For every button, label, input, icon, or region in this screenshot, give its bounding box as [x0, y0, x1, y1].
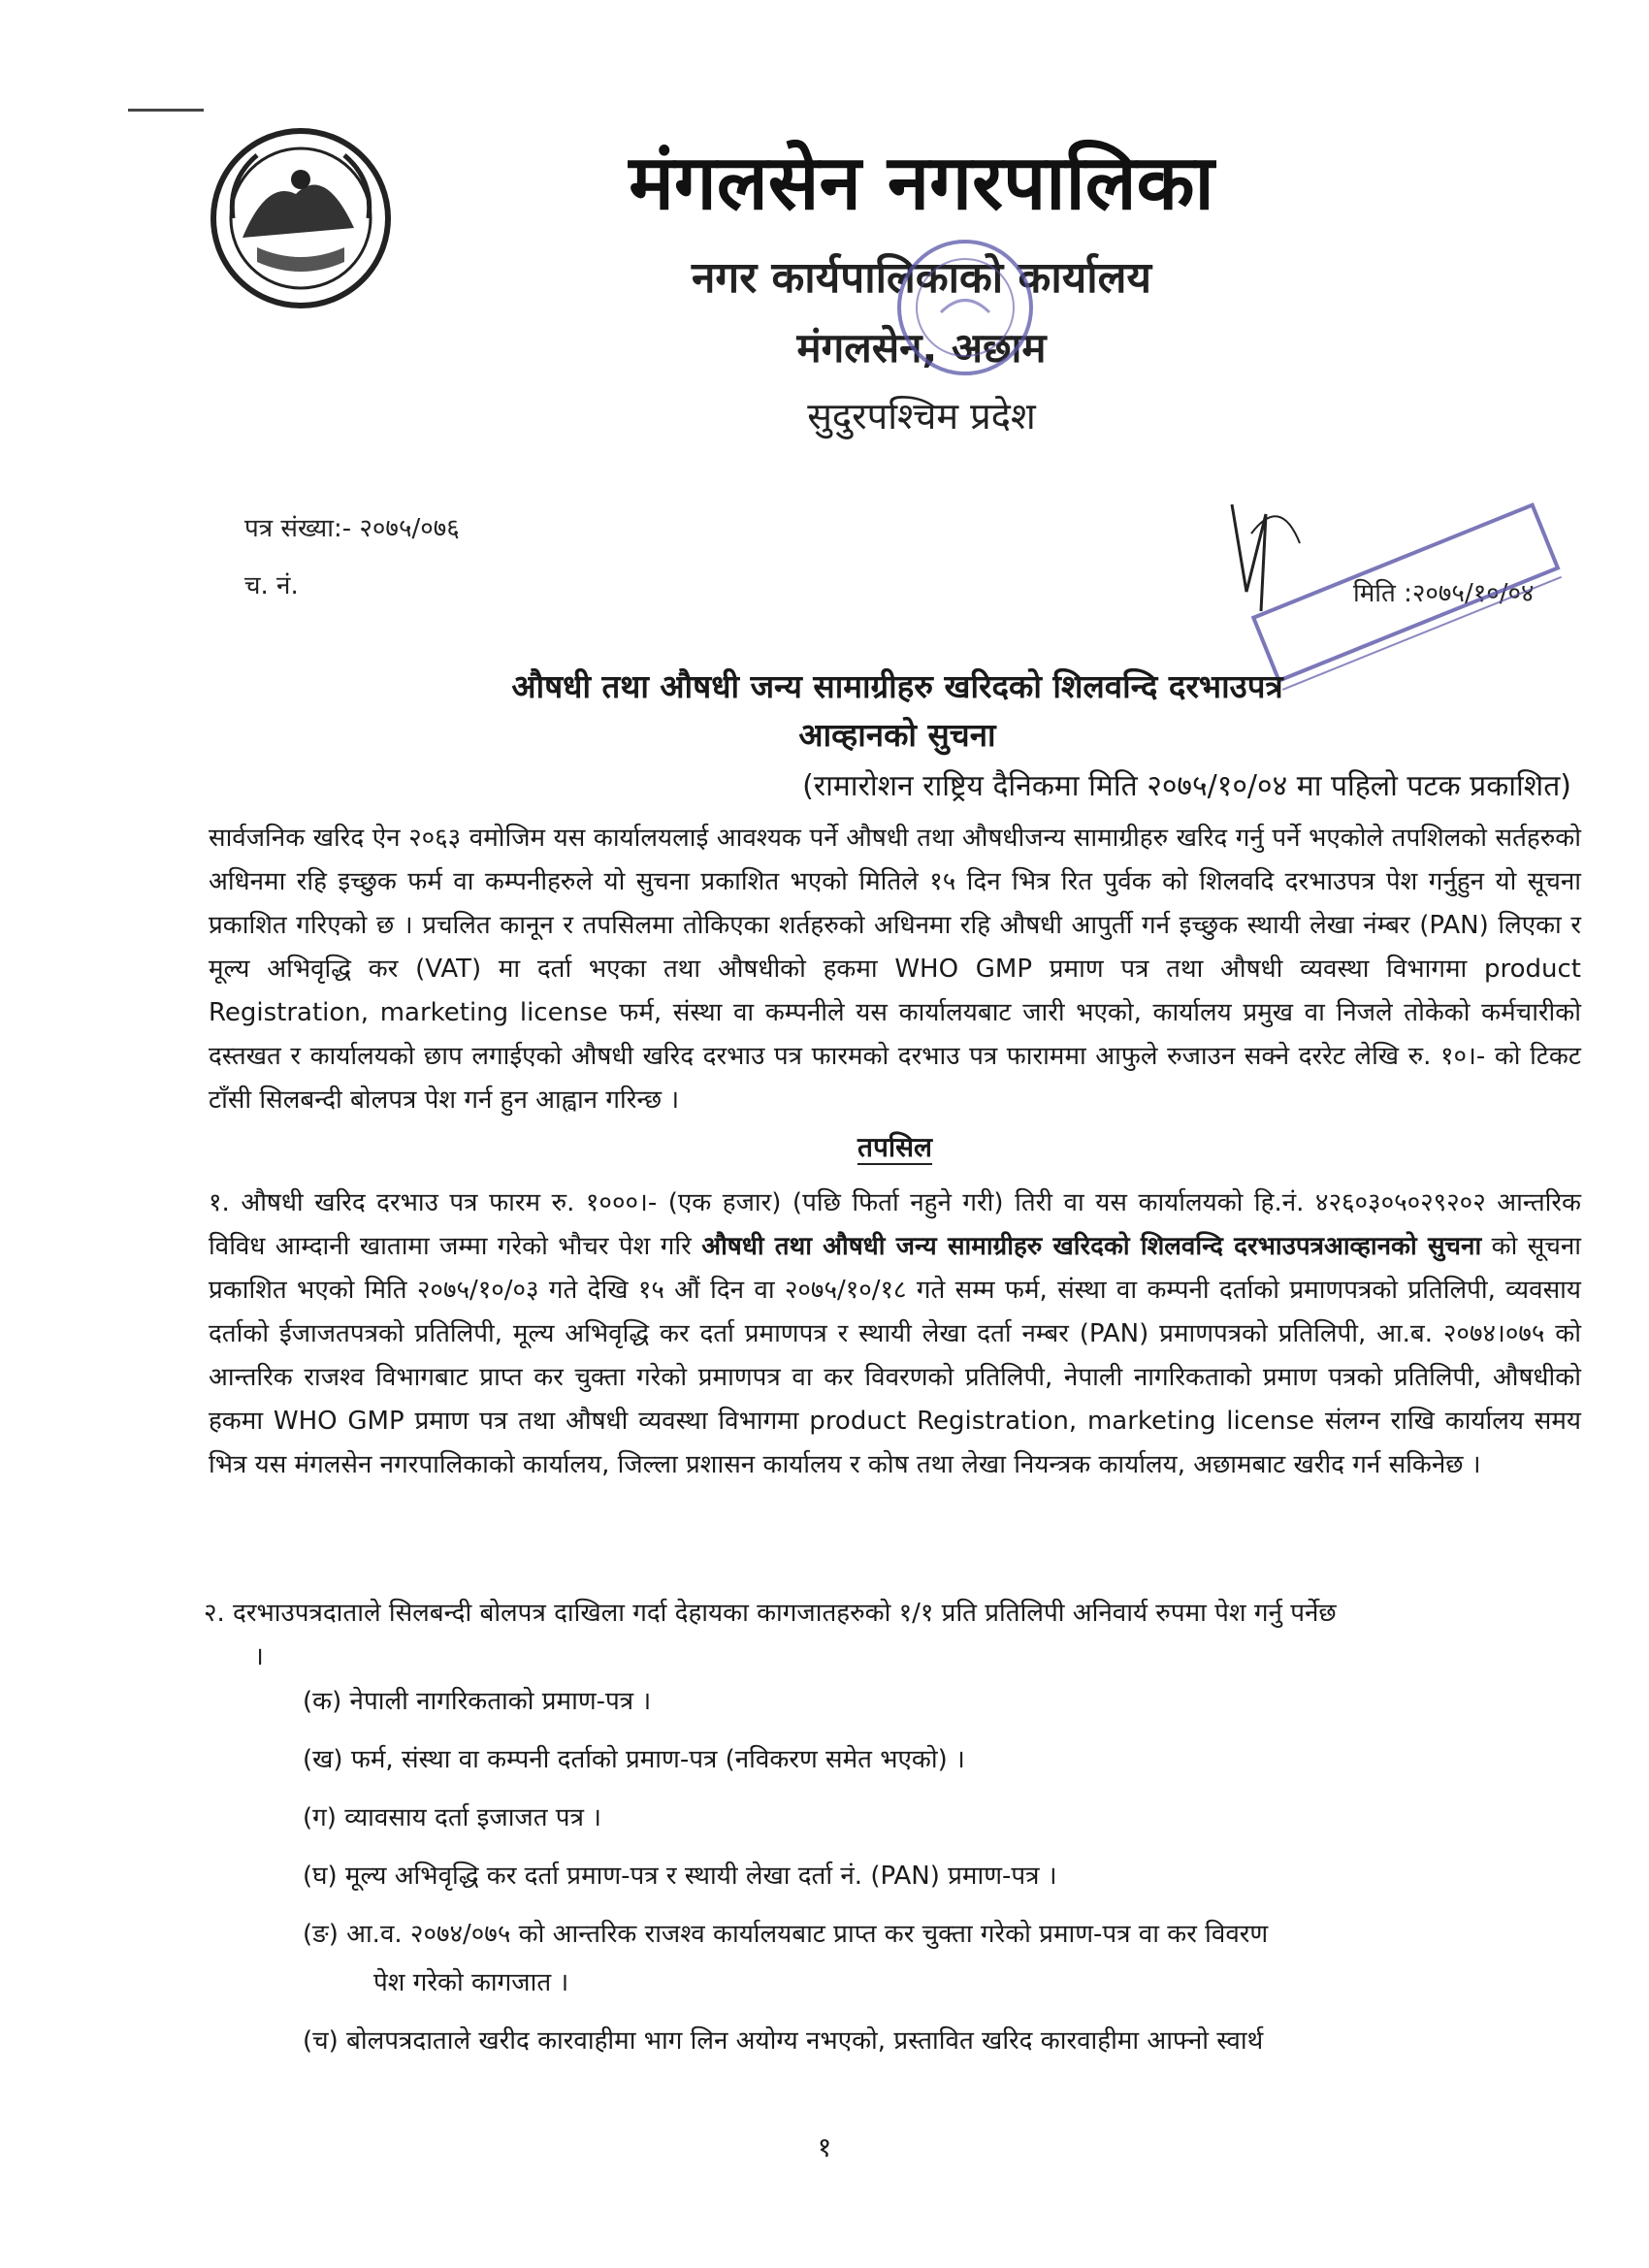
section-heading-text: तपसिल — [857, 1131, 933, 1163]
page-number: १ — [817, 2131, 832, 2163]
item-1-text-start: १. औषधी खरिद दरभाउ पत्र फारम रु. १०००।- (एक हजार) (पछि फिर्ता नहुने गरी) तिरी वा यस कार्यालयको हि.नं. ४२६०३०५०२९२०२ आन्तरिक विविध आम्दानी खातामा जम्मा गरेको भौचर पेश गरि — [209, 1188, 1581, 1261]
letter-date: मिति :२०७५/१०/०४ — [1353, 579, 1535, 608]
publication-note: (रामारोशन राष्ट्रिय दैनिकमा मिति २०७५/१०/०४ मा पहिलो पटक प्रकाशित) — [802, 769, 1571, 803]
item-2-intro: २. दरभाउपत्रदाताले सिलबन्दी बोलपत्र दाखिला गर्दा देहायका कागजातहरुको १/१ प्रति प्रतिलिपी अनिवार्य रुपमा पेश गर्नु पर्नेछ — [204, 1599, 1337, 1628]
office-seal-stamp — [892, 235, 1038, 380]
item-1-paragraph — [209, 1182, 1581, 1487]
list-item: (च) बोलपत्रदाताले खरीद कारवाहीमा भाग लिन अयोग्य नभएको, प्रस्तावित खरिद कारवाहीमा आफ्नो स्वार्थ — [303, 2026, 1264, 2056]
item-2-intro-end: । — [254, 1642, 264, 1671]
list-item: (घ) मूल्य अभिवृद्धि कर दर्ता प्रमाण-पत्र र स्थायी लेखा दर्ता नं. (PAN) प्रमाण-पत्र । — [303, 1862, 1057, 1891]
list-item: (ख) फर्म, संस्था वा कम्पनी दर्ताको प्रमाण-पत्र (नविकरण समेत भएको) । — [303, 1745, 965, 1774]
item-1-text-end: को सूचना प्रकाशित भएको मिति २०७५/१०/०३ गते देखि १५ औं दिन वा २०७५/१०/१८ गते सम्म फर्म, संस्था वा कम्पनी दर्ताको प्रमाणपत्रको प्रतिलिपी, व्यवसाय दर्ताको ईजाजतपत्रको प्रतिलिपी, मूल्य अभिवृद्धि कर दर्ता प्रमाणपत्र र स्थायी लेखा दर्ता नम्बर (PAN) प्रमाणपत्रको प्रतिलिपी, आ.ब. २०७४।०७५ को आन्तरिक राजश्व विभागबाट प्राप्त कर चुक्ता गरेको प्रमाणपत्र वा कर विवरणको प्रतिलिपी, नेपाली नागरिकताको प्रमाण पत्रको प्रतिलिपी, औषधीको हकमा WHO GMP प्रमाण पत्र तथा औषधी व्यवस्था विभागमा product Registration, marketing license संलग्न राखि कार्यालय समय भित्र यस मंगलसेन नगरपालिकाको कार्यालय, जिल्ला प्रशासन कार्यालय र कोष तथा लेखा नियन्त्रक कार्यालय, अछामबाट खरीद गर्न सकिनेछ । — [209, 1232, 1582, 1479]
list-item-continuation: पेश गरेको कागजात । — [373, 1968, 569, 1997]
government-emblem-icon — [199, 121, 403, 315]
item-1-bold-title: औषधी तथा औषधी जन्य सामाग्रीहरु खरिदको शिलवन्दि दरभाउपत्रआव्हानको सुचना — [701, 1232, 1482, 1261]
intro-paragraph: सार्वजनिक खरिद ऐन २०६३ वमोजिम यस कार्यालयलाई आवश्यक पर्ने औषधी तथा औषधीजन्य सामाग्रीहरु खरिद गर्नु पर्ने भएकोले तपशिलको सर्तहरुको अधिनमा रहि इच्छुक फर्म वा कम्पनीहरुले यो सुचना प्रकाशित भएको मितिले १५ दिन भित्र रित पुर्वक को शिलवदि दरभाउपत्र पेश गर्नुहुन यो सूचना प्रकाशित गरिएको छ । प्रचलित कानून र तपसिलमा तोकिएका शर्तहरुको अधिनमा रहि औषधी आपुर्ती गर्न इच्छुक स्थायी लेखा नंम्बर (PAN) लिएका र मूल्य अभिवृद्धि कर (VAT) मा दर्ता भएका तथा औषधीको हकमा WHO GMP प्रमाण पत्र तथा औषधी व्यवस्था विभागमा product Registration, marketing license फर्म, संस्था वा कम्पनीले यस कार्यालयबाट जारी भएको, कार्यालय प्रमुख वा निजले तोकेको कर्मचारीको दस्तखत र कार्यालयको छाप लगाईएको औषधी खरिद दरभाउ पत्र फारमको दरभाउ पत्र फाराममा आफुले रुजाउन सक्ने दररेट लेखि रु. १०।- को टिकट टाँसी सिलबन्दी बोलपत्र पेश गर्न हुन आह्वान गरिन्छ । — [209, 824, 1582, 1115]
official-signature-stamp — [1193, 475, 1562, 698]
section-heading — [209, 1128, 1581, 1165]
dispatch-number: च. नं. — [244, 571, 299, 600]
list-item: (क) नेपाली नागरिकताको प्रमाण-पत्र । — [303, 1687, 652, 1716]
municipality-name: मंगलसेन नगरपालिका — [629, 140, 1214, 227]
letter-number: पत्र संख्या:- २०७५/०७६ — [244, 514, 460, 543]
list-item: (ङ) आ.व. २०७४/०७५ को आन्तरिक राजश्व कार्यालयबाट प्राप्त कर चुक्ता गरेको प्रमाण-पत्र वा कर विवरण — [303, 1920, 1269, 1949]
province-name: सुदुरपश्चिम प्रदेश — [807, 395, 1036, 437]
office-name: नगर कार्यपालिकाको कार्यालय — [692, 253, 1151, 303]
top-rule — [128, 109, 204, 112]
office-location: मंगलसेन, अछाम — [796, 324, 1047, 372]
list-item: (ग) व्यावसाय दर्ता इजाजत पत्र । — [303, 1803, 602, 1832]
notice-title-line1: औषधी तथा औषधी जन्य सामाग्रीहरु खरिदको शिलवन्दि दरभाउपत्र — [511, 667, 1283, 705]
notice-title-line2: आव्हानको सुचना — [798, 716, 996, 754]
